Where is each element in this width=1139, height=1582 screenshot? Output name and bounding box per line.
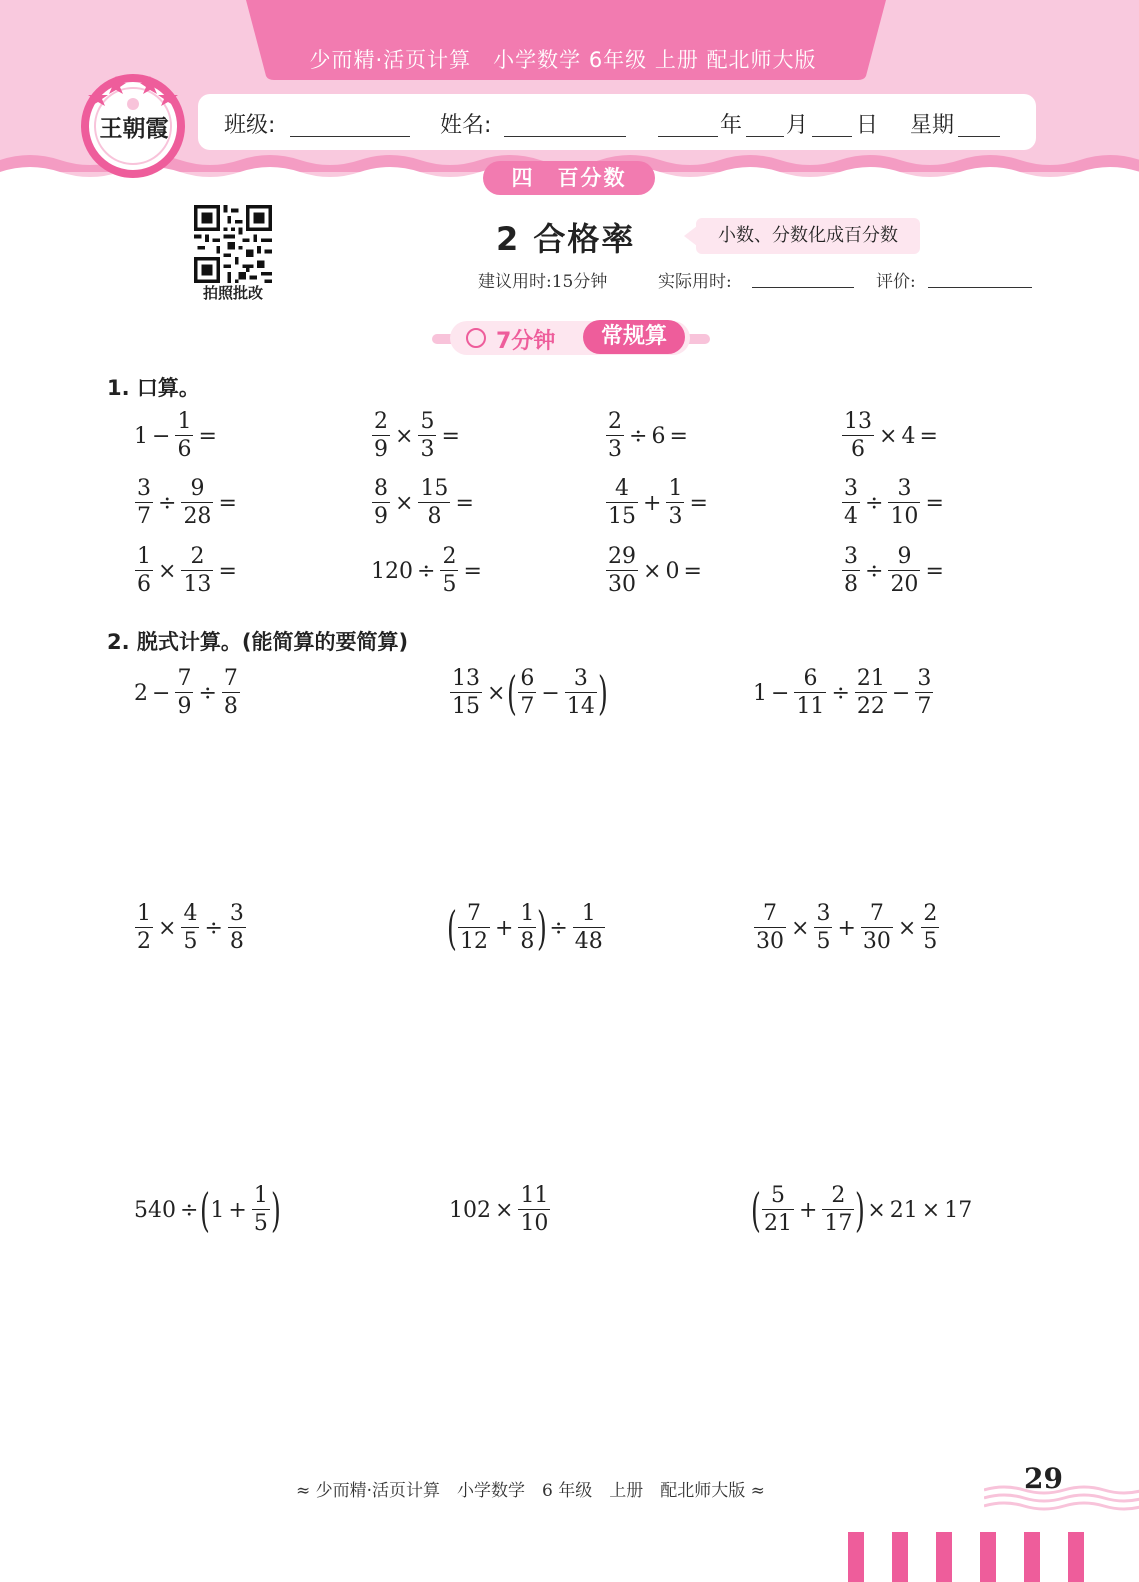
denominator: 3 [420,436,435,462]
denominator: 2 [137,928,151,954]
numerator: 3 [137,475,151,501]
operator: × [158,558,177,584]
number: 1 [134,423,148,449]
calc-problem [448,1178,552,1242]
denominator: 5 [923,928,938,954]
actual-time-field[interactable] [752,287,854,288]
numerator: 29 [608,543,636,569]
denominator: 7 [137,503,151,529]
calc-problem [752,1178,973,1242]
fraction [606,476,638,531]
oral-problem [840,471,947,535]
denominator: 14 [566,693,595,719]
fraction [606,409,624,464]
operator: = [925,490,944,516]
denominator: 30 [608,571,636,597]
operator: + [837,915,856,941]
fraction [518,666,536,721]
parenthesis: ( [200,1183,211,1237]
operator: − [152,423,171,449]
oral-problem [604,404,691,468]
denominator: 21 [763,1210,792,1236]
fraction [181,544,213,599]
operator: = [455,490,474,516]
operator: × [867,1197,886,1223]
fraction [181,476,213,531]
operator: ÷ [198,680,217,706]
operator: × [395,423,414,449]
numerator: 6 [803,665,818,691]
numerator: 21 [856,665,885,691]
operator: = [683,558,702,584]
fraction [518,1183,550,1238]
oral-problem [840,539,947,603]
parenthesis: ( [507,666,518,720]
calc-problem [133,661,242,725]
operator: = [441,423,460,449]
oral-problem [604,539,705,603]
fraction [842,476,860,531]
numerator: 1 [137,543,151,569]
fraction [842,544,860,599]
numerator: 6 [520,665,535,691]
denominator: 3 [608,436,622,462]
day-label: 日 [856,113,879,138]
denominator: 48 [574,928,603,954]
operator: × [879,423,898,449]
numerator: 1 [137,900,151,926]
operator: − [152,680,171,706]
denominator: 10 [890,503,919,529]
operator: = [689,490,708,516]
numerator: 1 [253,1182,268,1208]
oral-problem [133,471,240,535]
fraction [222,666,240,721]
oral-problem [370,404,463,468]
calc-problem [448,896,607,960]
month-field[interactable] [746,136,784,137]
qr-caption: 拍照批改 [202,284,263,302]
denominator: 12 [459,928,488,954]
operator: − [771,680,790,706]
year-label: 年 [720,113,743,138]
operator: ÷ [831,680,850,706]
parenthesis: ( [447,901,457,955]
denominator: 7 [520,693,535,719]
number: 4 [901,423,916,449]
operator: × [395,490,414,516]
fraction [861,901,893,956]
parenthesis: ) [537,901,548,955]
footer-series: ≈ 少而精·活页计算 小学数学 6 年级 上册 配北师大版 ≈ [296,1481,765,1501]
fraction [888,544,920,599]
fraction [372,476,390,531]
fraction [888,476,920,531]
fraction [518,901,536,956]
operator: ÷ [629,423,648,449]
numerator: 3 [573,665,588,691]
calc-problem [448,661,607,725]
denominator: 8 [844,571,858,597]
fraction [418,409,436,464]
fraction [450,666,482,721]
operator: × [643,558,662,584]
numerator: 13 [844,408,872,434]
numerator: 2 [442,543,457,569]
fraction [666,476,684,531]
numerator: 2 [923,900,938,926]
operator: = [218,558,237,584]
year-field[interactable] [658,136,718,137]
evaluation-field[interactable] [928,287,1032,288]
calc-problem [133,896,248,960]
denominator: 8 [229,928,244,954]
fraction [606,544,638,599]
denominator: 15 [608,503,636,529]
operator: = [919,423,938,449]
denominator: 9 [177,693,192,719]
denominator: 22 [856,693,885,719]
fraction [175,666,193,721]
fraction [921,901,939,956]
operator: ÷ [158,490,177,516]
oral-problem [370,539,485,603]
denominator: 8 [520,928,535,954]
fraction [135,901,153,956]
denominator: 20 [890,571,919,597]
fraction [754,901,786,956]
operator: ÷ [180,1197,199,1223]
numerator: 4 [615,475,629,501]
numerator: 3 [229,900,244,926]
numerator: 3 [844,475,858,501]
operator: + [643,490,662,516]
numerator: 3 [844,543,858,569]
denominator: 8 [418,502,450,531]
timer-text: 7分钟 [496,329,556,354]
numerator: 5 [770,1182,785,1208]
weekday-label: 星期 [910,113,955,138]
numerator: 3 [897,475,912,501]
denominator: 13 [183,571,212,597]
number: 21 [889,1197,918,1223]
number: 102 [449,1197,491,1223]
operator: = [669,423,688,449]
denominator: 11 [796,693,825,719]
operator: ÷ [865,490,884,516]
fraction [573,901,605,956]
denominator: 5 [442,571,457,597]
denominator: 5 [816,928,831,954]
operator: ÷ [417,558,436,584]
calc-problem [752,896,941,960]
evaluation-label: 评价: [876,272,916,292]
numerator: 15 [420,475,449,501]
denominator: 10 [520,1210,549,1236]
parenthesis: ( [751,1183,761,1237]
denominator: 6 [137,571,151,597]
fraction [181,901,199,956]
fraction [228,901,246,956]
actual-time-label: 实际用时: [658,272,732,292]
numerator: 2 [190,543,205,569]
class-label: 班级: [224,113,276,138]
parenthesis: ) [855,1183,866,1237]
name-label: 姓名: [440,113,492,138]
numerator: 1 [668,475,683,501]
operator: ÷ [865,558,884,584]
numerator: 13 [452,665,480,691]
fraction [135,544,153,599]
fraction [855,666,887,721]
fraction [565,666,597,721]
operator: × [921,1197,941,1223]
operator: = [463,558,482,584]
fraction [915,666,933,721]
operator: − [541,680,560,706]
denominator: 28 [183,503,212,529]
fraction [762,1183,794,1238]
fraction [842,409,874,464]
class-field[interactable] [290,136,410,137]
oral-problem [604,471,711,535]
calc-problem [752,661,935,725]
operator: + [494,915,514,941]
parenthesis: ) [597,666,608,720]
denominator: 5 [183,928,198,954]
numerator: 1 [177,408,192,434]
fraction [458,901,490,956]
fraction [175,409,193,464]
lesson-topic-tag: 小数、分数化成百分数 [696,218,920,254]
denominator: 9 [374,503,388,529]
numerator: 11 [520,1182,549,1208]
fraction [822,1183,854,1238]
operator: = [218,490,237,516]
fraction [372,409,390,464]
calc-problem [133,1178,280,1242]
fraction [440,544,458,599]
numerator: 2 [831,1182,846,1208]
month-label: 月 [786,113,809,138]
number: 6 [651,423,666,449]
numerator: 2 [374,408,388,434]
operator: = [198,423,217,449]
denominator: 15 [452,693,480,719]
numerator: 7 [223,665,238,691]
suggested-time: 建议用时:15分钟 [478,272,608,292]
exercise-kind-badge: 常规算 [583,320,685,354]
student-info-box [198,94,1036,150]
number: 0 [665,558,680,584]
numerator: 1 [520,900,535,926]
denominator: 17 [824,1210,853,1236]
fraction [252,1183,270,1238]
oral-problem [133,539,240,603]
operator: ÷ [549,915,568,941]
denominator: 30 [862,928,891,954]
operator: + [228,1197,247,1223]
section2-title: 2. 脱式计算。(能简算的要简算) [107,630,409,654]
clock-icon [466,328,486,348]
number: 2 [134,680,148,706]
fraction [814,901,832,956]
number: 120 [371,558,413,584]
fraction [418,476,450,531]
series-title: 少而精·活页计算 小学数学 6年级 上册 配北师大版 [309,48,817,72]
operator: × [791,915,810,941]
operator: = [925,558,944,584]
denominator: 3 [668,503,683,529]
numerator: 7 [763,900,777,926]
numerator: 9 [897,543,912,569]
oral-problem [370,471,477,535]
denominator: 4 [844,503,858,529]
denominator: 30 [756,928,784,954]
numerator: 7 [466,900,481,926]
day-field[interactable] [812,136,852,137]
operator: + [798,1197,818,1223]
operator: ÷ [204,915,223,941]
number: 540 [134,1197,176,1223]
operator: × [487,680,506,706]
numerator: 3 [816,900,831,926]
numerator: 2 [608,408,622,434]
operator: − [891,680,911,706]
numerator: 9 [190,475,205,501]
fraction [135,476,153,531]
qr-code-icon[interactable] [194,205,272,283]
denominator: 5 [253,1210,268,1236]
numerator: 3 [917,665,932,691]
oral-problem [840,404,941,468]
fraction [794,666,826,721]
logo-text: 王朝霞 [99,115,169,142]
operator: × [897,915,917,941]
weekday-field[interactable] [958,136,1000,137]
denominator: 7 [917,693,932,719]
oral-problem [133,404,220,468]
section1-title: 1. 口算。 [107,376,200,400]
denominator: 8 [223,693,238,719]
page-number: 29 [1024,1462,1063,1495]
numerator: 4 [183,900,198,926]
parenthesis: ) [270,1183,281,1237]
numerator: 8 [374,475,388,501]
denominator: 6 [842,435,874,464]
denominator: 9 [374,436,388,462]
numerator: 7 [869,900,884,926]
lesson-title: 2 合格率 [496,220,636,258]
denominator: 6 [177,436,192,462]
operator: × [158,915,177,941]
numerator: 5 [420,408,435,434]
name-field[interactable] [504,136,626,137]
numerator: 1 [581,900,596,926]
number: 1 [753,680,767,706]
number: 1 [210,1197,225,1223]
number: 17 [944,1197,973,1223]
unit-badge: 四 百分数 [483,161,655,195]
operator: × [495,1197,514,1223]
numerator: 7 [177,665,192,691]
